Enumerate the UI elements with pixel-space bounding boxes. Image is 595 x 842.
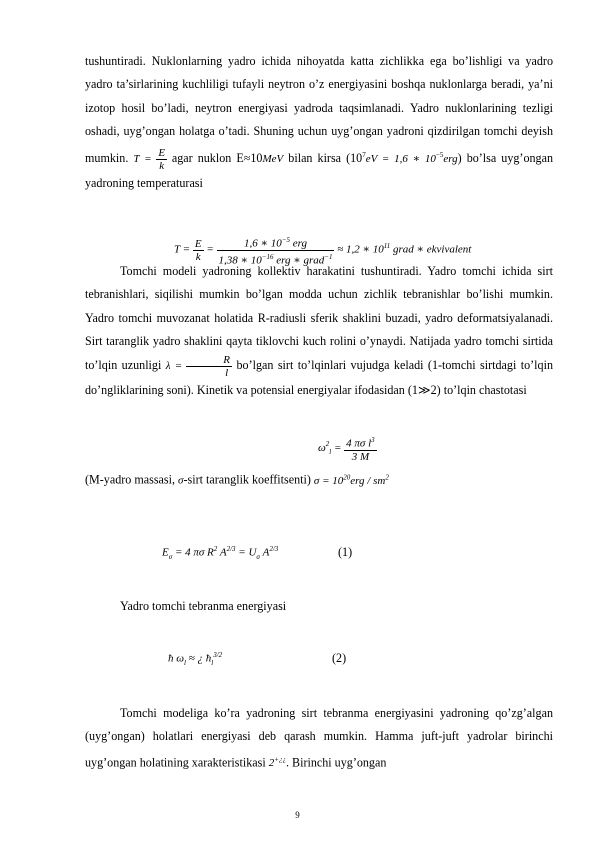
surface-energy-formula: $E_\sigma = 4$ πσ $R^2$ $A^{2/3} = U_\sigma$ $A^{2/3}$ xyxy=(162,545,279,561)
paragraph-2-cont: bo’lgan sirt to’lqinlari vujudga keladi (1-tomchi sirtdagi to’lqin do’ngliklarining soni). Kinetik va potensial energiyalar ifodasidan (1 xyxy=(85,357,553,397)
paragraph-1-end: ) bo’lsa uyg’ongan yadroning temperaturasi xyxy=(85,150,554,190)
paragraph-1-text: tushuntiradi. Nuklonlarning yadro ichida nihoyatda katta zichlikka ega bo’lishligi va yadro yadro ta’sirlarining kuchliligi tufayli neytron o’z energiyasini boshqa nuklonlarga beradi, ya’ni izotop hosil bo’ladi, neytron energiyasi yadroda taqsimlanadi. Yadro nuklonlarining tezligi oshadi, uyg’ongan holatga o’tadi. Shuning uchun uyg’ongan yadroni qizdirilgan tomchi deyish mumkin. xyxy=(85,54,553,165)
page-number: 9 xyxy=(295,810,300,820)
sigma-value: $\sigma = 10^{20}erg / sm^2$ xyxy=(313,473,389,487)
paragraph-1-cont2: bilan kirsa (10 xyxy=(288,150,363,165)
paragraph-2: Tomchi modeli yadroning kollektiv harakatini tushuntiradi. Yadro tomchi ichida sirt tebranishlari, siqilishi mumkin bo’lgan modda uchun zichlik tebranishlar bo’lishi mumkin. Yadro tomchi muvozanat holatida R-radiusli sferik shaklini buzadi, yadro deformatsiyalanadi. Sirt taranglik yadro shaklini qayta tiklovchi kuch rolini o’ynaydi. Natijada yadro tomchi sirtida to’lqin uzunligi λ = $\frac{R}{l}$ bo’lgan sirt to’lqinlari vujudga keladi (1-tomchi sirtdagi to’lqin do’ngliklarining soni). Kinetik va potensial energiyalar ifodasidan (1≫2) to’lqin chastotasi xyxy=(85,264,553,397)
mev-unit: MeV xyxy=(262,152,284,165)
paragraph-1: tushuntiradi. Nuklonlarning yadro ichida nihoyatda katta zichlikka ega bo’lishligi va yadro yadro ta’sirlarining kuchliligi tufayli neytron o’z energiyasini boshqa nuklonlarga beradi, ya’ni izotop hosil bo’ladi, neytron energiyasi yadroda taqsimlanadi. Yadro nuklonlarining tezligi oshadi, uyg’ongan holatga o’tadi. Shuning uchun uyg’ongan yadroni qizdirilgan tomchi deyish mumkin. T = $\frac{E}{k}$ agar nuklon E≈10MeV bilan kirsa ($10^7eV = 1,6$ ∗ $10^{-5}erg$) bo’lsa uyg’ongan yadroning temperaturasi xyxy=(85,54,554,190)
spin-parity: 2+¿¿ xyxy=(268,755,286,770)
ev-conversion: eV = 1,6 ∗ 10 xyxy=(365,152,436,165)
paragraph-3: Tomchi modeliga ko’ra yadroning sirt tebranma energiyasini yadroning qo’zg’algan (uyg’ongan) holatlari energiyasi deb qarash mumkin. Hamma juft-juft yadrolar birinchi uyg’ongan holatining xarakteristikasi 2+¿¿. Birinchi uyg’ongan xyxy=(85,706,553,770)
paragraph-2-text: Tomchi modeli yadroning kollektiv harakatini tushuntiradi. Yadro tomchi ichida sirt tebranishlari, siqilishi mumkin bo’lgan modda uchun zichlik tebranishlar bo’lishi mumkin. Yadro tomchi muvozanat holatida R-radiusli sferik shaklini buzadi, yadro deformatsiyalanadi. Sirt taranglik yadro shaklini qayta tiklovchi kuch rolini o’ynaydi. Natijada yadro tomchi sirtida to’lqin uzunligi xyxy=(85,264,553,372)
temperature-formula: T = $\frac{E}{k}$ = $\frac{1,6 ∗ 10^{-5} erg}{1,38 ∗ 10^{-16} erg ∗ grad^{-1}}$ ≈ 1,2 ∗ $10^{11}$ grad ∗ ekvivalent xyxy=(174,236,472,267)
paragraph-1-cont: agar nuklon E≈10 xyxy=(171,150,263,165)
mass-note: (M-yadro massasi, σ-sirt taranglik koeffitsenti) $\sigma = 10^{20}erg / sm^2$ xyxy=(85,472,389,487)
wavelength-formula: λ = $\frac{R}{l}$ xyxy=(165,353,231,379)
equation-number-1: (1) xyxy=(338,545,353,559)
equation-number-2: (2) xyxy=(332,651,347,665)
oscillation-energy-formula: ħ $\omega_l$ ≈ ¿ $ħ_l^{3/2}$ xyxy=(168,651,223,667)
oscillation-heading: Yadro tomchi tebranma energiyasi xyxy=(120,599,287,613)
frequency-formula: $\omega^2_l$ = $\frac{4 \pi\sigma l^3}{3 M}$ xyxy=(318,436,375,463)
temperature-ratio-inline: T = $\frac{E}{k}$ xyxy=(133,146,166,172)
paragraph-3-text: Tomchi modeliga ko’ra yadroning sirt tebranma energiyasini yadroning qo’zg’algan (uyg’ongan) holatlari energiyasi deb qarash mumkin. Hamma juft-juft yadrolar birinchi uyg’ongan holatining xarakteristikasi xyxy=(85,706,553,770)
